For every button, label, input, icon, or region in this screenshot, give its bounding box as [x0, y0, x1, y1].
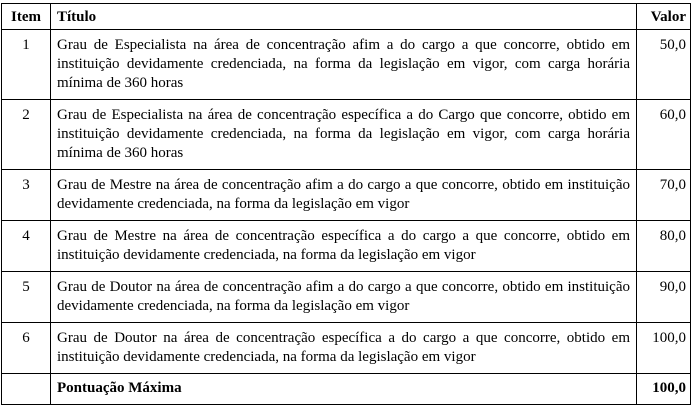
table-row [2, 170, 691, 221]
row-valor: 80,0 [637, 221, 691, 272]
row-titulo: Grau de Especialista na área de concentração específica a do Cargo que concorre, obtido em instituição devidamente credenciada, na forma da legislação em vigor, com carga horária mínima de 360 horas [51, 100, 637, 170]
row-item: 5 [2, 272, 51, 323]
total-valor: 100,0 [637, 374, 691, 405]
row-valor: 60,0 [637, 100, 691, 170]
total-row [2, 374, 691, 405]
row-titulo: Grau de Mestre na área de concentração afim a do cargo a que concorre, obtido em instituição devidamente credenciada, na forma da legislação em vigor [51, 170, 637, 221]
total-label: Pontuação Máxima [51, 374, 637, 405]
table-row [2, 30, 691, 100]
scoring-table-container [1, 3, 691, 405]
table-header-row [2, 4, 691, 30]
row-valor: 100,0 [637, 323, 691, 374]
row-item: 4 [2, 221, 51, 272]
row-item: 1 [2, 30, 51, 100]
row-valor: 50,0 [637, 30, 691, 100]
total-empty-cell [2, 374, 51, 405]
table-row [2, 100, 691, 170]
row-titulo: Grau de Doutor na área de concentração afim a do cargo a que concorre, obtido em instituição devidamente credenciada, na forma da legislação em vigor [51, 272, 637, 323]
header-item: Item [2, 4, 51, 30]
table-row [2, 323, 691, 374]
row-item: 6 [2, 323, 51, 374]
table-row [2, 221, 691, 272]
row-item: 2 [2, 100, 51, 170]
header-valor: Valor [637, 4, 691, 30]
scoring-table [1, 3, 691, 405]
row-titulo: Grau de Doutor na área de concentração específica a do cargo a que concorre, obtido em instituição devidamente credenciada, na forma da legislação em vigor [51, 323, 637, 374]
row-item: 3 [2, 170, 51, 221]
table-row [2, 272, 691, 323]
row-valor: 70,0 [637, 170, 691, 221]
header-titulo: Título [51, 4, 637, 30]
row-titulo: Grau de Mestre na área de concentração específica a do cargo a que concorre, obtido em instituição devidamente credenciada, na forma da legislação em vigor [51, 221, 637, 272]
row-titulo: Grau de Especialista na área de concentração afim a do cargo a que concorre, obtido em instituição devidamente credenciada, na forma da legislação em vigor, com carga horária mínima de 360 horas [51, 30, 637, 100]
row-valor: 90,0 [637, 272, 691, 323]
